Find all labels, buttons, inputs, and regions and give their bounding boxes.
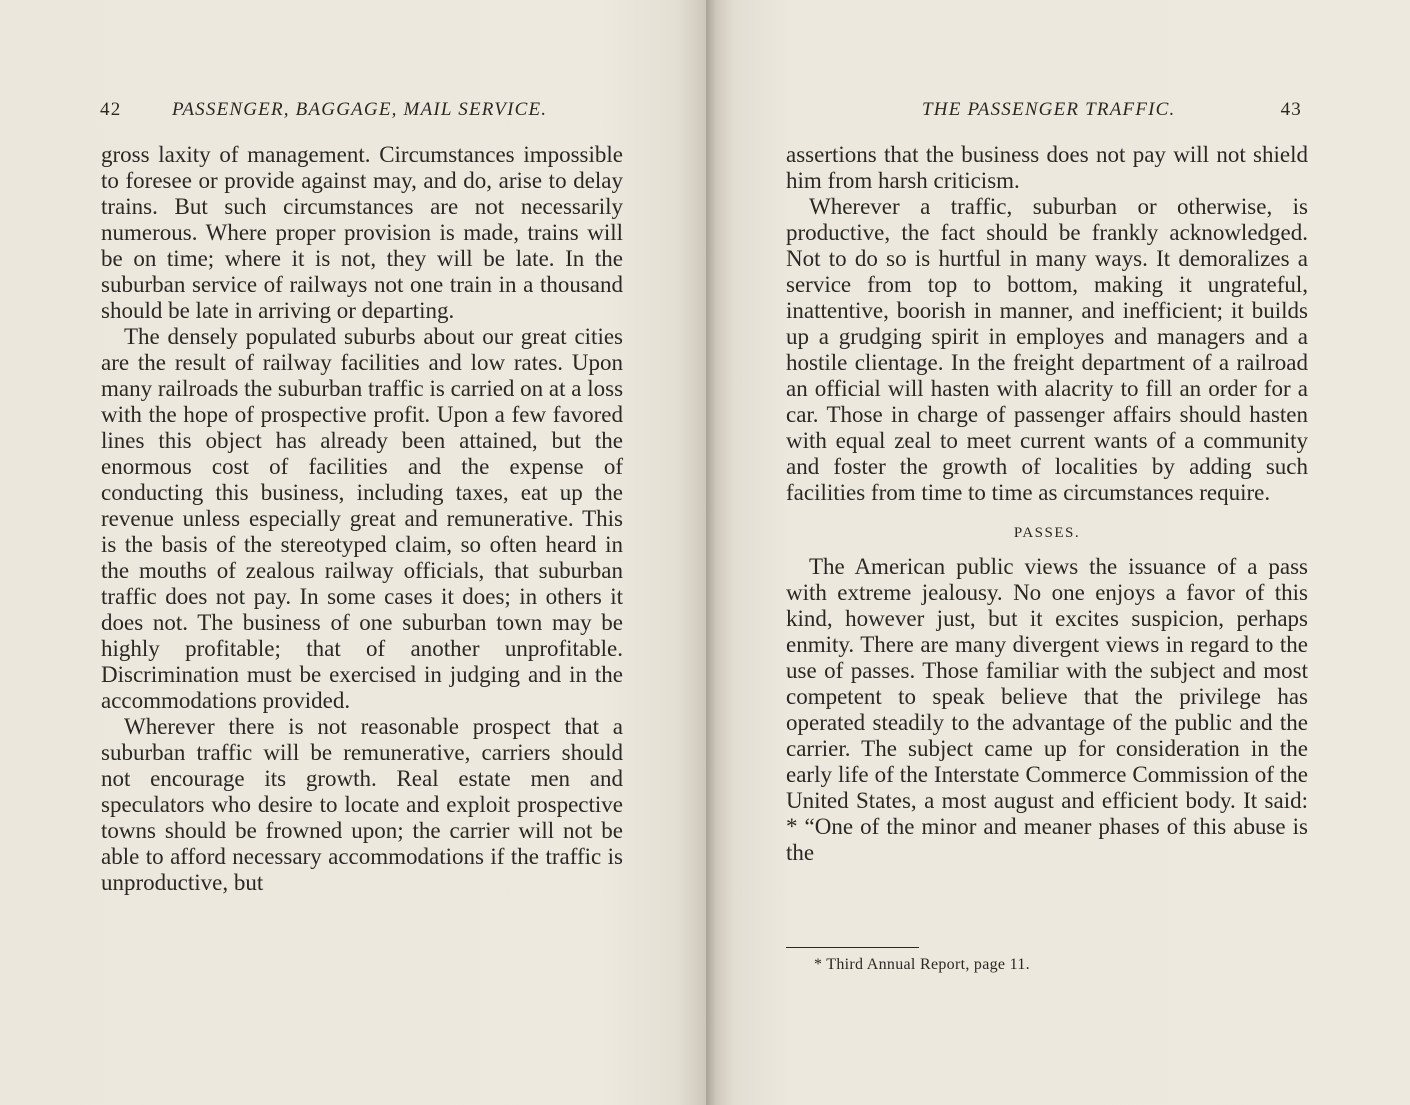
footnote-rule [786, 947, 919, 948]
left-paragraph-3: Wherever there is not reasonable prospect that a suburban traffic will be remunerative, carriers should not encourage its growth. Real estate men and speculators who desire to locate and exploit prospective towns should be frowned upon; the carrier will not be able to afford necessary accommodations if the traffic is unproductive, but [101, 714, 623, 895]
left-paragraph-1: gross laxity of management. Circumstances impossible to foresee or provide against may, and do, arise to delay trains. But such circumstances are not necessarily numerous. Where proper provision is made, trains will be on time; where it is not, they will be late. In the suburban service of railways not one train in a thousand should be late in arriving or departing. [101, 142, 623, 323]
footnote: * Third Annual Report, page 11. [814, 956, 1030, 973]
left-running-title: PASSENGER, BAGGAGE, MAIL SERVICE. [172, 99, 548, 120]
right-paragraph-2: Wherever a traffic, suburban or otherwise, is productive, the fact should be frankly acknowledged. Not to do so is hurtful in many ways. It demoralizes a service from top to bottom, making it ungrateful, inattentive, boorish in manner, and inefficient; it builds up a grudging spirit in employes and managers and a hostile clientage. In the freight department of a railroad an official will hasten with alacrity to fill an order for a car. Those in charge of passenger affairs should hasten with equal zeal to meet current wants of a community and foster the growth of localities by adding such facilities from time to time as circumstances require. [786, 194, 1308, 505]
section-heading-passes: PASSES. [1013, 525, 1081, 541]
right-running-title: THE PASSENGER TRAFFIC. [922, 99, 1176, 120]
right-page-number: 43 [1280, 99, 1302, 120]
right-paragraph-3: The American public views the issuance of a pass with extreme jealousy. No one enjoys a favor of this kind, however just, but it excites suspicion, perhaps enmity. There are many divergent views in regard to the use of passes. Those familiar with the subject and most competent to speak believe that the privilege has operated steadily to the advantage of the public and the carrier. The subject came up for consideration in the early life of the Interstate Commerce Commission of the United States, a most august and efficient body. It said: * “One of the minor and meaner phases of this abuse is the [786, 554, 1308, 865]
right-paragraph-1: assertions that the business does not pay will not shield him from harsh criticism. [786, 142, 1308, 193]
left-paragraph-2: The densely populated suburbs about our great cities are the result of railway facilities and low rates. Upon many railroads the suburban traffic is carried on at a loss with the hope of prospective profit. Upon a few favored lines this object has already been attained, but the enormous cost of facilities and the expense of conducting this business, including taxes, eat up the revenue unless especially great and remunerative. This is the basis of the stereotyped claim, so often heard in the mouths of zealous railway officials, that suburban traffic does not pay. In some cases it does; in others it does not. The business of one suburban town may be highly profitable; that of another unprofitable. Discrimination must be exercised in judging and in the accommodations provided. [101, 324, 624, 713]
left-body-text [101, 142, 623, 896]
left-page-number: 42 [100, 99, 122, 120]
right-page [706, 0, 1410, 1105]
right-body-text [786, 142, 1308, 866]
